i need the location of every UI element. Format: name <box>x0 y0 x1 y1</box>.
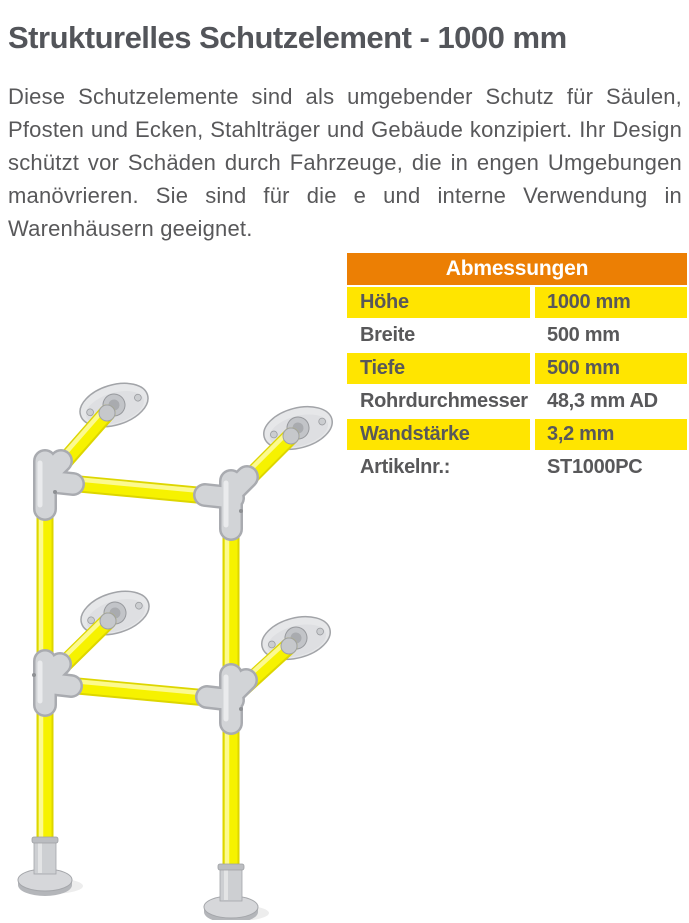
spec-row-artikelnr <box>347 452 687 483</box>
mid-right-tee-fitting <box>207 675 246 723</box>
product-render-image <box>15 335 355 920</box>
spec-row-wandstaerke <box>347 419 687 450</box>
spec-value: 500 mm <box>535 353 687 384</box>
spec-label: Höhe <box>347 287 530 318</box>
spec-value: 500 mm <box>535 320 687 351</box>
spec-table <box>347 253 687 483</box>
spec-value: ST1000PC <box>535 452 687 483</box>
spec-label: Artikelnr.: <box>347 452 530 483</box>
wall-stub-tubes <box>46 405 299 697</box>
top-left-elbow-fitting <box>40 461 73 509</box>
spec-value: 3,2 mm <box>535 419 687 450</box>
spec-row-tiefe <box>347 353 687 384</box>
spec-value: 48,3 mm AD <box>535 386 687 417</box>
spec-label: Breite <box>347 320 530 351</box>
spec-table-header: Abmessungen <box>347 253 687 285</box>
spec-value: 1000 mm <box>535 287 687 318</box>
spec-row-hoehe <box>347 287 687 318</box>
floor-flange-right <box>204 864 269 920</box>
spec-row-rohrdurchmesser <box>347 386 687 417</box>
product-description: Diese Schutzelemente sind als umgebender Schutz für Säulen, Pfosten und Ecken, Stahlträger und Gebäude konzipiert. Ihr Design schützt vor Schäden durch Fahrzeuge, die in engen Umgebungen manövrieren. Sie sind für die e und interne Verwendung in Warenhäusern geeignet. <box>8 84 682 241</box>
spec-label: Tiefe <box>347 353 530 384</box>
spec-label: Wandstärke <box>347 419 530 450</box>
spec-row-breite <box>347 320 687 351</box>
spec-label: Rohrdurchmesser <box>347 386 530 417</box>
floor-flange-left <box>18 837 83 896</box>
top-right-elbow-fitting <box>205 477 247 529</box>
mid-left-cross-fitting <box>32 661 71 705</box>
page-title: Strukturelles Schutzelement - 1000 mm <box>8 20 567 55</box>
